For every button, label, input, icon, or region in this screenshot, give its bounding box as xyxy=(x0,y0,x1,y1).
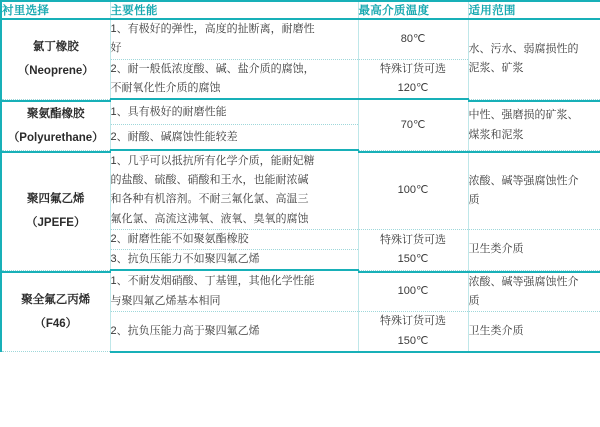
table-row xyxy=(1,19,600,59)
lining-name-cell: 氯丁橡胶 （Neoprene） xyxy=(1,19,110,99)
lining-name-cell: 聚氨酯橡胶 （Polyurethane） xyxy=(1,101,110,151)
performance-cell: 2、耐一般低浓度酸、碱、盐介质的腐蚀， 不耐氧化性介质的腐蚀 xyxy=(110,59,358,99)
lining-name-cell: 聚四氟乙烯 （JPEFE） xyxy=(1,152,110,271)
temperature-cell: 100℃ xyxy=(358,152,468,230)
performance-cell: 2、抗负压能力高于聚四氟乙烯 xyxy=(110,312,358,352)
application-cell: 水、污水、弱腐损性的 泥浆、矿浆 xyxy=(468,19,600,99)
application-cell: 浓酸、碱等强腐蚀性介 质 xyxy=(468,152,600,230)
performance-cell: 1、有极好的弹性，高度的扯断离，耐磨性 好 xyxy=(110,19,358,59)
temperature-cell: 70℃ xyxy=(358,101,468,151)
table-row xyxy=(1,152,600,230)
lining-name-cell: 聚全氟乙丙烯 （F46） xyxy=(1,272,110,352)
temperature-cell: 80℃ xyxy=(358,19,468,59)
column-header-max-temperature: 最高介质温度 xyxy=(358,1,468,19)
column-header-lining: 衬里选择 xyxy=(1,1,110,19)
column-header-performance: 主要性能 xyxy=(110,1,358,19)
table-row xyxy=(1,272,600,312)
application-cell: 中性、强磨损的矿浆、 煤浆和泥浆 xyxy=(468,101,600,151)
performance-cell: 1、具有极好的耐磨性能 xyxy=(110,101,358,125)
performance-cell: 2、耐磨性能不如聚氨酯橡胶 xyxy=(110,229,358,249)
table-row xyxy=(1,101,600,125)
table-body xyxy=(1,19,600,352)
performance-cell: 3、抗负压能力不如聚四氟乙烯 xyxy=(110,250,358,271)
performance-cell: 1、几乎可以抵抗所有化学介质，能耐妃糖 的盐酸、硫酸、硝酸和王水，也能耐浓碱 和各种有机溶剂。不耐三氟化氯、高温三 氟化氯、高流这沸氧、液氧、臭氧的腐蚀 xyxy=(110,152,358,230)
temperature-cell: 特殊订货可选 150℃ xyxy=(358,312,468,352)
application-cell: 卫生类介质 xyxy=(468,229,600,270)
application-cell: 卫生类介质 xyxy=(468,312,600,352)
table-header-row xyxy=(1,1,600,19)
column-header-application: 适用范围 xyxy=(468,1,600,19)
application-cell: 浓酸、碱等强腐蚀性介 质 xyxy=(468,272,600,312)
temperature-cell: 特殊订货可选 150℃ xyxy=(358,229,468,270)
performance-cell: 1、不耐发烟硝酸、丁基锂，其他化学性能 与聚四氟乙烯基本相同 xyxy=(110,272,358,312)
temperature-cell: 特殊订货可选 120℃ xyxy=(358,59,468,99)
performance-cell: 2、耐酸、碱腐蚀性能较差 xyxy=(110,125,358,151)
temperature-cell: 100℃ xyxy=(358,272,468,312)
